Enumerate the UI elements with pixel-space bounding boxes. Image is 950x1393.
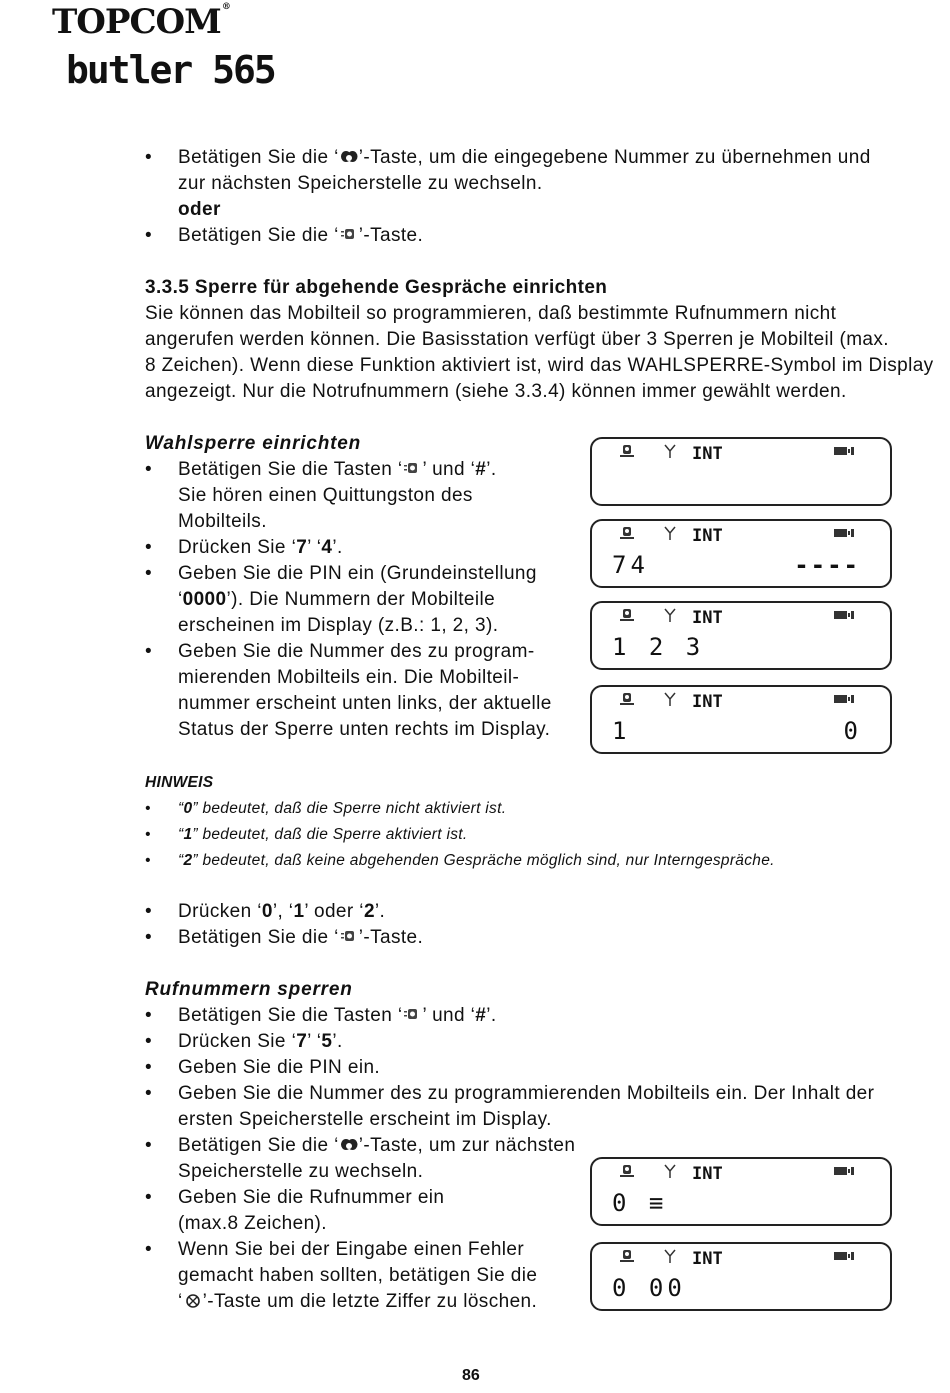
text-line: Mobilteils. (178, 511, 267, 532)
text-line: Sie hören einen Quittungston des (178, 485, 473, 506)
display-int-label: INT (692, 1249, 723, 1269)
phone-menu-key-icon (403, 461, 421, 476)
section-title: 3.3.5 Sperre für abgehende Gespräche einrichten (145, 277, 608, 298)
text-line: ‘0000’). Die Nummern der Mobilteile (178, 589, 496, 610)
note-title: HINWEIS (145, 774, 214, 791)
battery-icon (834, 1251, 854, 1261)
phone-menu-key-icon (403, 1007, 421, 1022)
display-int-label: INT (692, 608, 723, 628)
text-line: 8 Zeichen). Wenn diese Funktion aktiviert ist, wird das WAHLSPERRE-Symbol im Display (145, 355, 934, 376)
display-left-value: 1 2 3 (612, 633, 705, 661)
handset-display (590, 601, 892, 670)
text-line: gemacht haben sollten, betätigen Sie die (178, 1265, 538, 1286)
display-right-value: ---- (794, 551, 860, 579)
text-line: ersten Speicherstelle erscheint im Display. (178, 1109, 552, 1130)
handset-icon (620, 526, 634, 540)
battery-icon (834, 446, 854, 456)
text-line: erscheinen im Display (z.B.: 1, 2, 3). (178, 615, 499, 636)
handset-display (590, 685, 892, 754)
handset-display (590, 519, 892, 588)
handset-display (590, 437, 892, 506)
oder-label: oder (178, 199, 221, 220)
handset-icon (620, 1164, 634, 1178)
handset-display (590, 1242, 892, 1311)
text-line: Speicherstelle zu wechseln. (178, 1161, 424, 1182)
display-int-label: INT (692, 444, 723, 464)
delete-key-icon (184, 1293, 202, 1308)
text-line: Status der Sperre unten rechts im Display. (178, 719, 551, 740)
antenna-icon (664, 608, 676, 623)
text-line: angerufen werden können. Die Basisstation verfügt über 3 Sperren je Mobilteil (max. (145, 329, 889, 350)
round-ok-key-icon (340, 149, 358, 164)
handset-icon (620, 1249, 634, 1263)
text-line: Sie können das Mobilteil so programmieren, daß bestimmte Rufnummern nicht (145, 303, 837, 324)
antenna-icon (664, 1164, 676, 1179)
text-line: nummer erscheint unten links, der aktuelle (178, 693, 552, 714)
antenna-icon (664, 692, 676, 707)
display-left-value: 1 (612, 717, 631, 745)
battery-icon (834, 694, 854, 704)
handset-icon (620, 608, 634, 622)
text-line: ‘ ’-Taste um die letzte Ziffer zu löschen. (178, 1291, 538, 1312)
subsection-title: Wahlsperre einrichten (145, 433, 362, 454)
antenna-icon (664, 444, 676, 459)
text-line: zur nächsten Speicherstelle zu wechseln. (178, 173, 543, 194)
antenna-icon (664, 1249, 676, 1264)
display-int-label: INT (692, 526, 723, 546)
handset-display (590, 1157, 892, 1226)
battery-icon (834, 528, 854, 538)
battery-icon (834, 1166, 854, 1176)
display-left-value: 0 ≡ (612, 1189, 668, 1217)
phone-menu-key-icon (340, 929, 358, 944)
handset-icon (620, 692, 634, 706)
display-left-value: 74 (612, 551, 649, 579)
phone-menu-key-icon (340, 227, 358, 242)
display-right-value: 0 (843, 717, 860, 745)
page-number: 86 (462, 1367, 480, 1384)
text-line: (max.8 Zeichen). (178, 1213, 327, 1234)
antenna-icon (664, 526, 676, 541)
handset-icon (620, 444, 634, 458)
battery-icon (834, 610, 854, 620)
display-int-label: INT (692, 1164, 723, 1184)
brand-logo: TOPCOM® (52, 2, 230, 42)
subsection-title: Rufnummern sperren (145, 979, 353, 1000)
model-logo: butler 565 (66, 48, 275, 92)
text-line: angezeigt. Nur die Notrufnummern (siehe 3.3.4) können immer gewählt werden. (145, 381, 847, 402)
display-left-value: 0 00 (612, 1274, 686, 1302)
display-int-label: INT (692, 692, 723, 712)
round-ok-key-icon (340, 1137, 358, 1152)
text-line: mierenden Mobilteils ein. Die Mobilteil- (178, 667, 520, 688)
